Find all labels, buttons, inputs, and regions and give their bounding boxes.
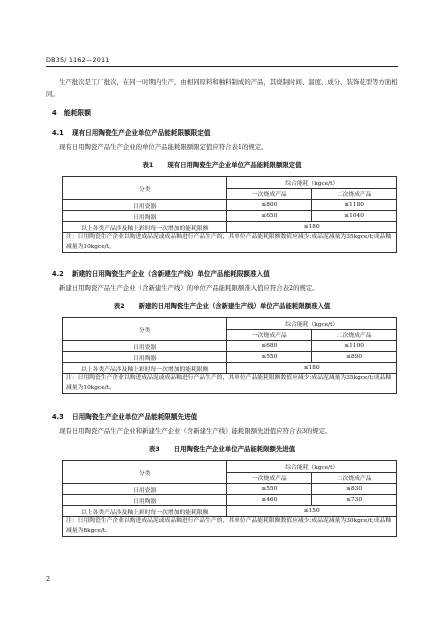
section-4-3-paragraph: 现有日用陶瓷产品生产企业和新建生产企业（含新建生产线）能耗限额先进值应符合表3的规定。: [59, 427, 332, 435]
row-label: 日用瓷器: [63, 200, 227, 211]
table-row: [63, 352, 397, 363]
section-number: 4.1: [52, 129, 64, 137]
column-header-energy: 综合能耗（kgce/t）: [227, 177, 397, 189]
row-label: 日用陶器: [63, 495, 227, 506]
cell-value: ≤650: [227, 211, 312, 222]
table-label: 表2: [113, 302, 125, 310]
table-note: 注：日用陶瓷生产企业以购进成品泥或成品釉进行产品生产的，其单位产品能耗限额数值应减少:成品泥减量为35kgce/t;成品釉减量为10kgce/t。: [63, 233, 397, 253]
table-title: 日用陶瓷生产企业单位产品能耗限额先进值: [173, 445, 296, 453]
cell-value: ≤460: [227, 495, 312, 506]
table-2: [62, 317, 397, 394]
column-header-category: 分类: [63, 318, 227, 341]
cell-value: ≤1040: [312, 211, 397, 222]
table-note: 注：日用陶瓷生产企业以购进成品泥或成品釉进行产品生产的，其单位产品能耗限额数值应减少:成品泥减量为35kgce/t;成品釉减量为10kgce/t。: [63, 374, 397, 394]
document-code-header: DB35/ 1162—2011: [46, 56, 110, 64]
cell-value: ≤890: [312, 352, 397, 363]
cell-value: ≤180: [227, 363, 397, 374]
table-3-caption: [46, 444, 398, 453]
cell-value: ≤180: [227, 222, 397, 233]
table-row: [63, 506, 397, 517]
column-header-second-firing: 二次烧成产品: [312, 329, 397, 341]
column-header-second-firing: 二次烧成产品: [312, 188, 397, 200]
table-row: [63, 363, 397, 374]
cell-value: ≤550: [227, 352, 312, 363]
section-title: 新建的日用陶瓷生产企业（含新建生产线）单位产品能耗限额准入值: [72, 270, 270, 278]
section-4-2-heading: [52, 268, 270, 278]
cell-value: ≤150: [227, 506, 397, 517]
section-title: 现有日用陶瓷生产企业单位产品能耗限额限定值: [72, 129, 211, 137]
row-label: 日用瓷器: [63, 341, 227, 352]
cell-value: ≤800: [227, 200, 312, 211]
row-label: 日用瓷器: [63, 484, 227, 495]
intro-paragraph: 生产批次是工厂批次，在同一时期内生产，由相同原料和釉料制成的产品，其烧制时间、温度、成分、装饰花型等方面相同。: [46, 78, 398, 98]
column-header-first-firing: 一次烧成产品: [227, 188, 312, 200]
row-label: 以上各类产品涉及釉上彩时每一次增加的能耗限额: [63, 363, 227, 374]
cell-value: ≤680: [227, 341, 312, 352]
table-1-caption: [46, 160, 398, 169]
column-header-category: 分类: [63, 177, 227, 200]
column-header-second-firing: 二次烧成产品: [312, 472, 397, 484]
section-4-2-paragraph: 新建日用陶瓷产品生产企业（含新建生产线）的单位产品能耗限额准入值应符合表2的规定。: [59, 284, 319, 292]
section-4-3-heading: [52, 411, 197, 421]
table-label: 表3: [148, 445, 160, 453]
section-title: 日用陶瓷生产企业单位产品能耗限额先进值: [72, 413, 198, 421]
column-header-first-firing: 一次烧成产品: [227, 329, 312, 341]
table-row: [63, 484, 397, 495]
cell-value: ≤1100: [312, 341, 397, 352]
section-number: 4: [52, 109, 57, 117]
table-3: [62, 460, 397, 537]
table-1: [62, 176, 397, 253]
column-header-energy: 综合能耗（kgce/t）: [227, 461, 397, 473]
column-header-category: 分类: [63, 461, 227, 484]
table-row: [63, 222, 397, 233]
column-header-energy: 综合能耗（kgce/t）: [227, 318, 397, 330]
section-4-heading: [52, 107, 91, 117]
table-row: [63, 341, 397, 352]
table-row: [63, 200, 397, 211]
cell-value: ≤1180: [312, 200, 397, 211]
cell-value: ≤550: [227, 484, 312, 495]
section-4-1-paragraph: 现有日用陶瓷产品生产企业的单位产品能耗限额限定值应符合表1的规定。: [59, 143, 268, 151]
column-header-first-firing: 一次烧成产品: [227, 472, 312, 484]
row-label: 以上各类产品涉及釉上彩时每一次增加的能耗限额: [63, 506, 227, 517]
row-label: 日用陶器: [63, 352, 227, 363]
table-row: [63, 211, 397, 222]
page-number: 2: [46, 575, 51, 583]
cell-value: ≤730: [312, 495, 397, 506]
header-divider: [46, 66, 398, 67]
section-number: 4.2: [52, 270, 64, 278]
row-label: 日用陶器: [63, 211, 227, 222]
table-label: 表1: [142, 161, 154, 169]
cell-value: ≤830: [312, 484, 397, 495]
table-title: 新建的日用陶瓷生产企业（含新建生产线）单位产品能耗限额准入值: [138, 302, 331, 310]
section-title: 能耗限额: [63, 109, 92, 117]
section-4-1-heading: [52, 127, 210, 137]
table-title: 现有日用陶瓷生产企业单位产品能耗限额限定值: [167, 161, 302, 169]
table-row: [63, 495, 397, 506]
table-note: 注：日用陶瓷生产企业以购进成品泥或成品釉进行产品生产的，其单位产品能耗限额数值应减少:成品泥减量为30kgce/t;成品釉减量为8kgce/t。: [63, 517, 397, 537]
section-number: 4.3: [52, 413, 64, 421]
table-2-caption: [46, 301, 398, 310]
row-label: 以上各类产品涉及釉上彩时每一次增加的能耗限额: [63, 222, 227, 233]
